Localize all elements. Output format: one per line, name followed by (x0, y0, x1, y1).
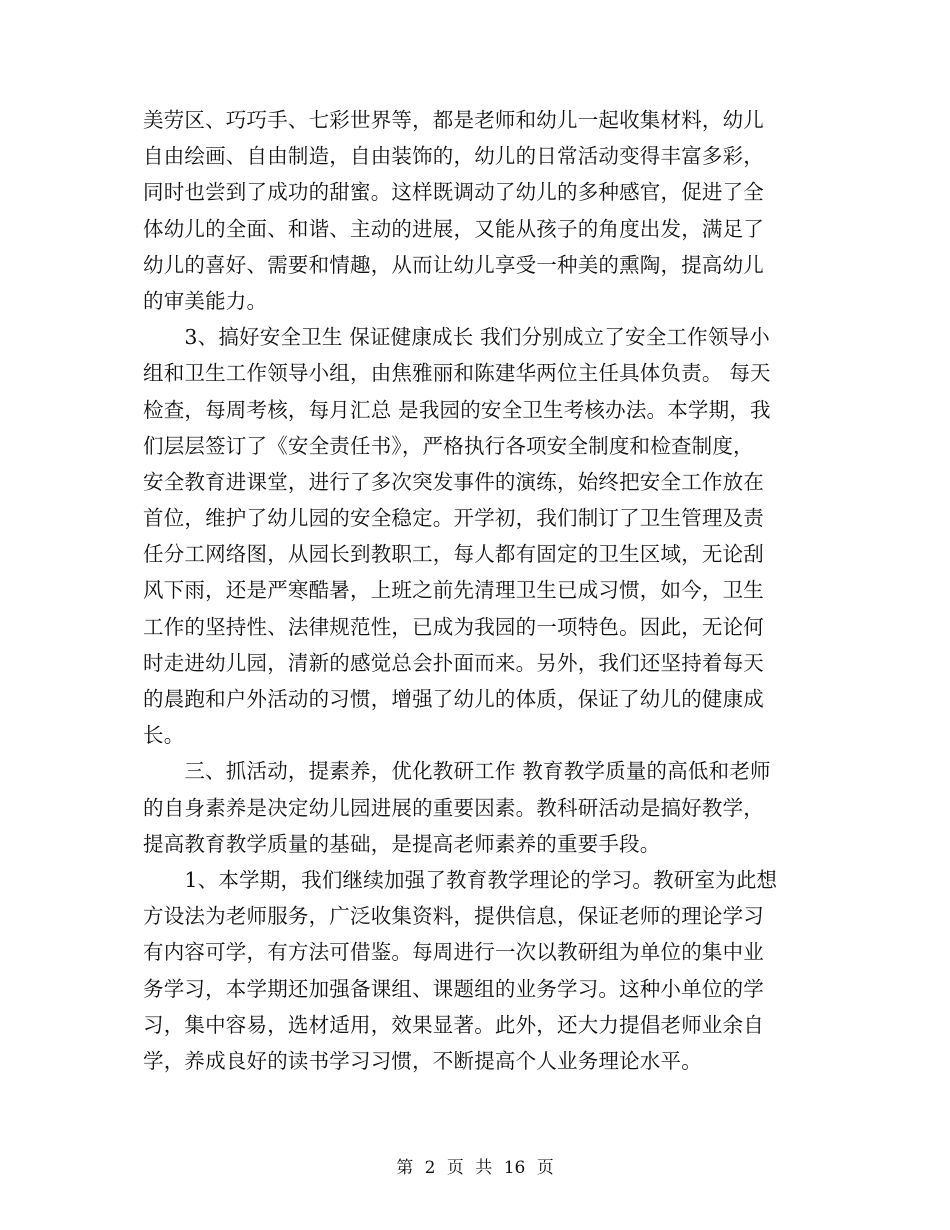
text-line: 组和卫生工作领导小组，由焦雅丽和陈建华两位主任具体负责。 每天 (143, 361, 771, 386)
text-line: 幼儿的喜好、需要和情趣，从而让幼儿享受一种美的熏陶，提高幼儿 (143, 252, 764, 277)
text-line: 自由绘画、自由制造，自由装饰的，幼儿的日常活动变得丰富多彩， (143, 144, 764, 169)
text-line: 体幼儿的全面、和谐、主动的进展，又能从孩子的角度出发，满足了 (143, 216, 764, 241)
text-line: 同时也尝到了成功的甜蜜。这样既调动了幼儿的多种感官，促进了全 (143, 180, 764, 205)
page-number-footer: 第 2 页 共 16 页 (396, 1158, 554, 1178)
text-line: 工作的坚持性、法律规范性，已成为我园的一项特色。因此，无论何 (143, 614, 764, 639)
text-line: 有内容可学，有方法可借鉴。每周进行一次以教研组为单位的集中业 (143, 940, 764, 965)
text-line: 1、本学期，我们继续加强了教育教学理论的学习。教研室为此想 (143, 867, 778, 892)
text-line: 美劳区、巧巧手、七彩世界等，都是老师和幼儿一起收集材料，幼儿 (143, 108, 764, 132)
text-line: 的审美能力。 (143, 288, 268, 313)
text-line: 任分工网络图，从园长到教职工，每人都有固定的卫生区域，无论刮 (143, 542, 764, 567)
text-line: 三、抓活动，提素养，优化教研工作 教育教学质量的高低和老师 (143, 759, 771, 784)
text-line: 风下雨，还是严寒酷暑，上班之前先清理卫生已成习惯，如今，卫生 (143, 578, 764, 603)
text-line: 提高教育教学质量的基础，是提高老师素养的重要手段。 (143, 831, 661, 856)
text-line: 习，集中容易，选材适用，效果显著。此外，还大力提倡老师业余自 (143, 1012, 764, 1037)
text-line: 检查，每周考核，每月汇总 是我园的安全卫生考核办法。本学期，我 (143, 397, 771, 422)
text-line: 安全教育进课堂，进行了多次突发事件的演练，始终把安全工作放在 (143, 469, 764, 494)
text-line: 方设法为老师服务，广泛收集资料，提供信息，保证老师的理论学习 (143, 904, 764, 929)
text-line: 时走进幼儿园，清新的感觉总会扑面而来。另外，我们还坚持着每天 (143, 650, 764, 675)
body-text (143, 102, 813, 1079)
text-line: 的自身素养是决定幼儿园进展的重要因素。教科研活动是搞好教学， (143, 795, 764, 820)
text-line: 首位，维护了幼儿园的安全稳定。开学初，我们制订了卫生管理及责 (143, 506, 764, 531)
text-line: 3、搞好安全卫生 保证健康成长 我们分别成立了安全工作领导小 (143, 325, 770, 350)
text-line: 务学习，本学期还加强备课组、课题组的业务学习。这种小单位的学 (143, 976, 764, 1001)
text-line: 长。 (143, 723, 185, 748)
text-line: 学，养成良好的读书学习习惯，不断提高个人业务理论水平。 (143, 1048, 702, 1073)
text-line: 们层层签订了《安全责任书》，严格执行各项安全制度和检查制度， (143, 433, 754, 458)
text-line: 的晨跑和户外活动的习惯，增强了幼儿的体质，保证了幼儿的健康成 (143, 687, 764, 711)
